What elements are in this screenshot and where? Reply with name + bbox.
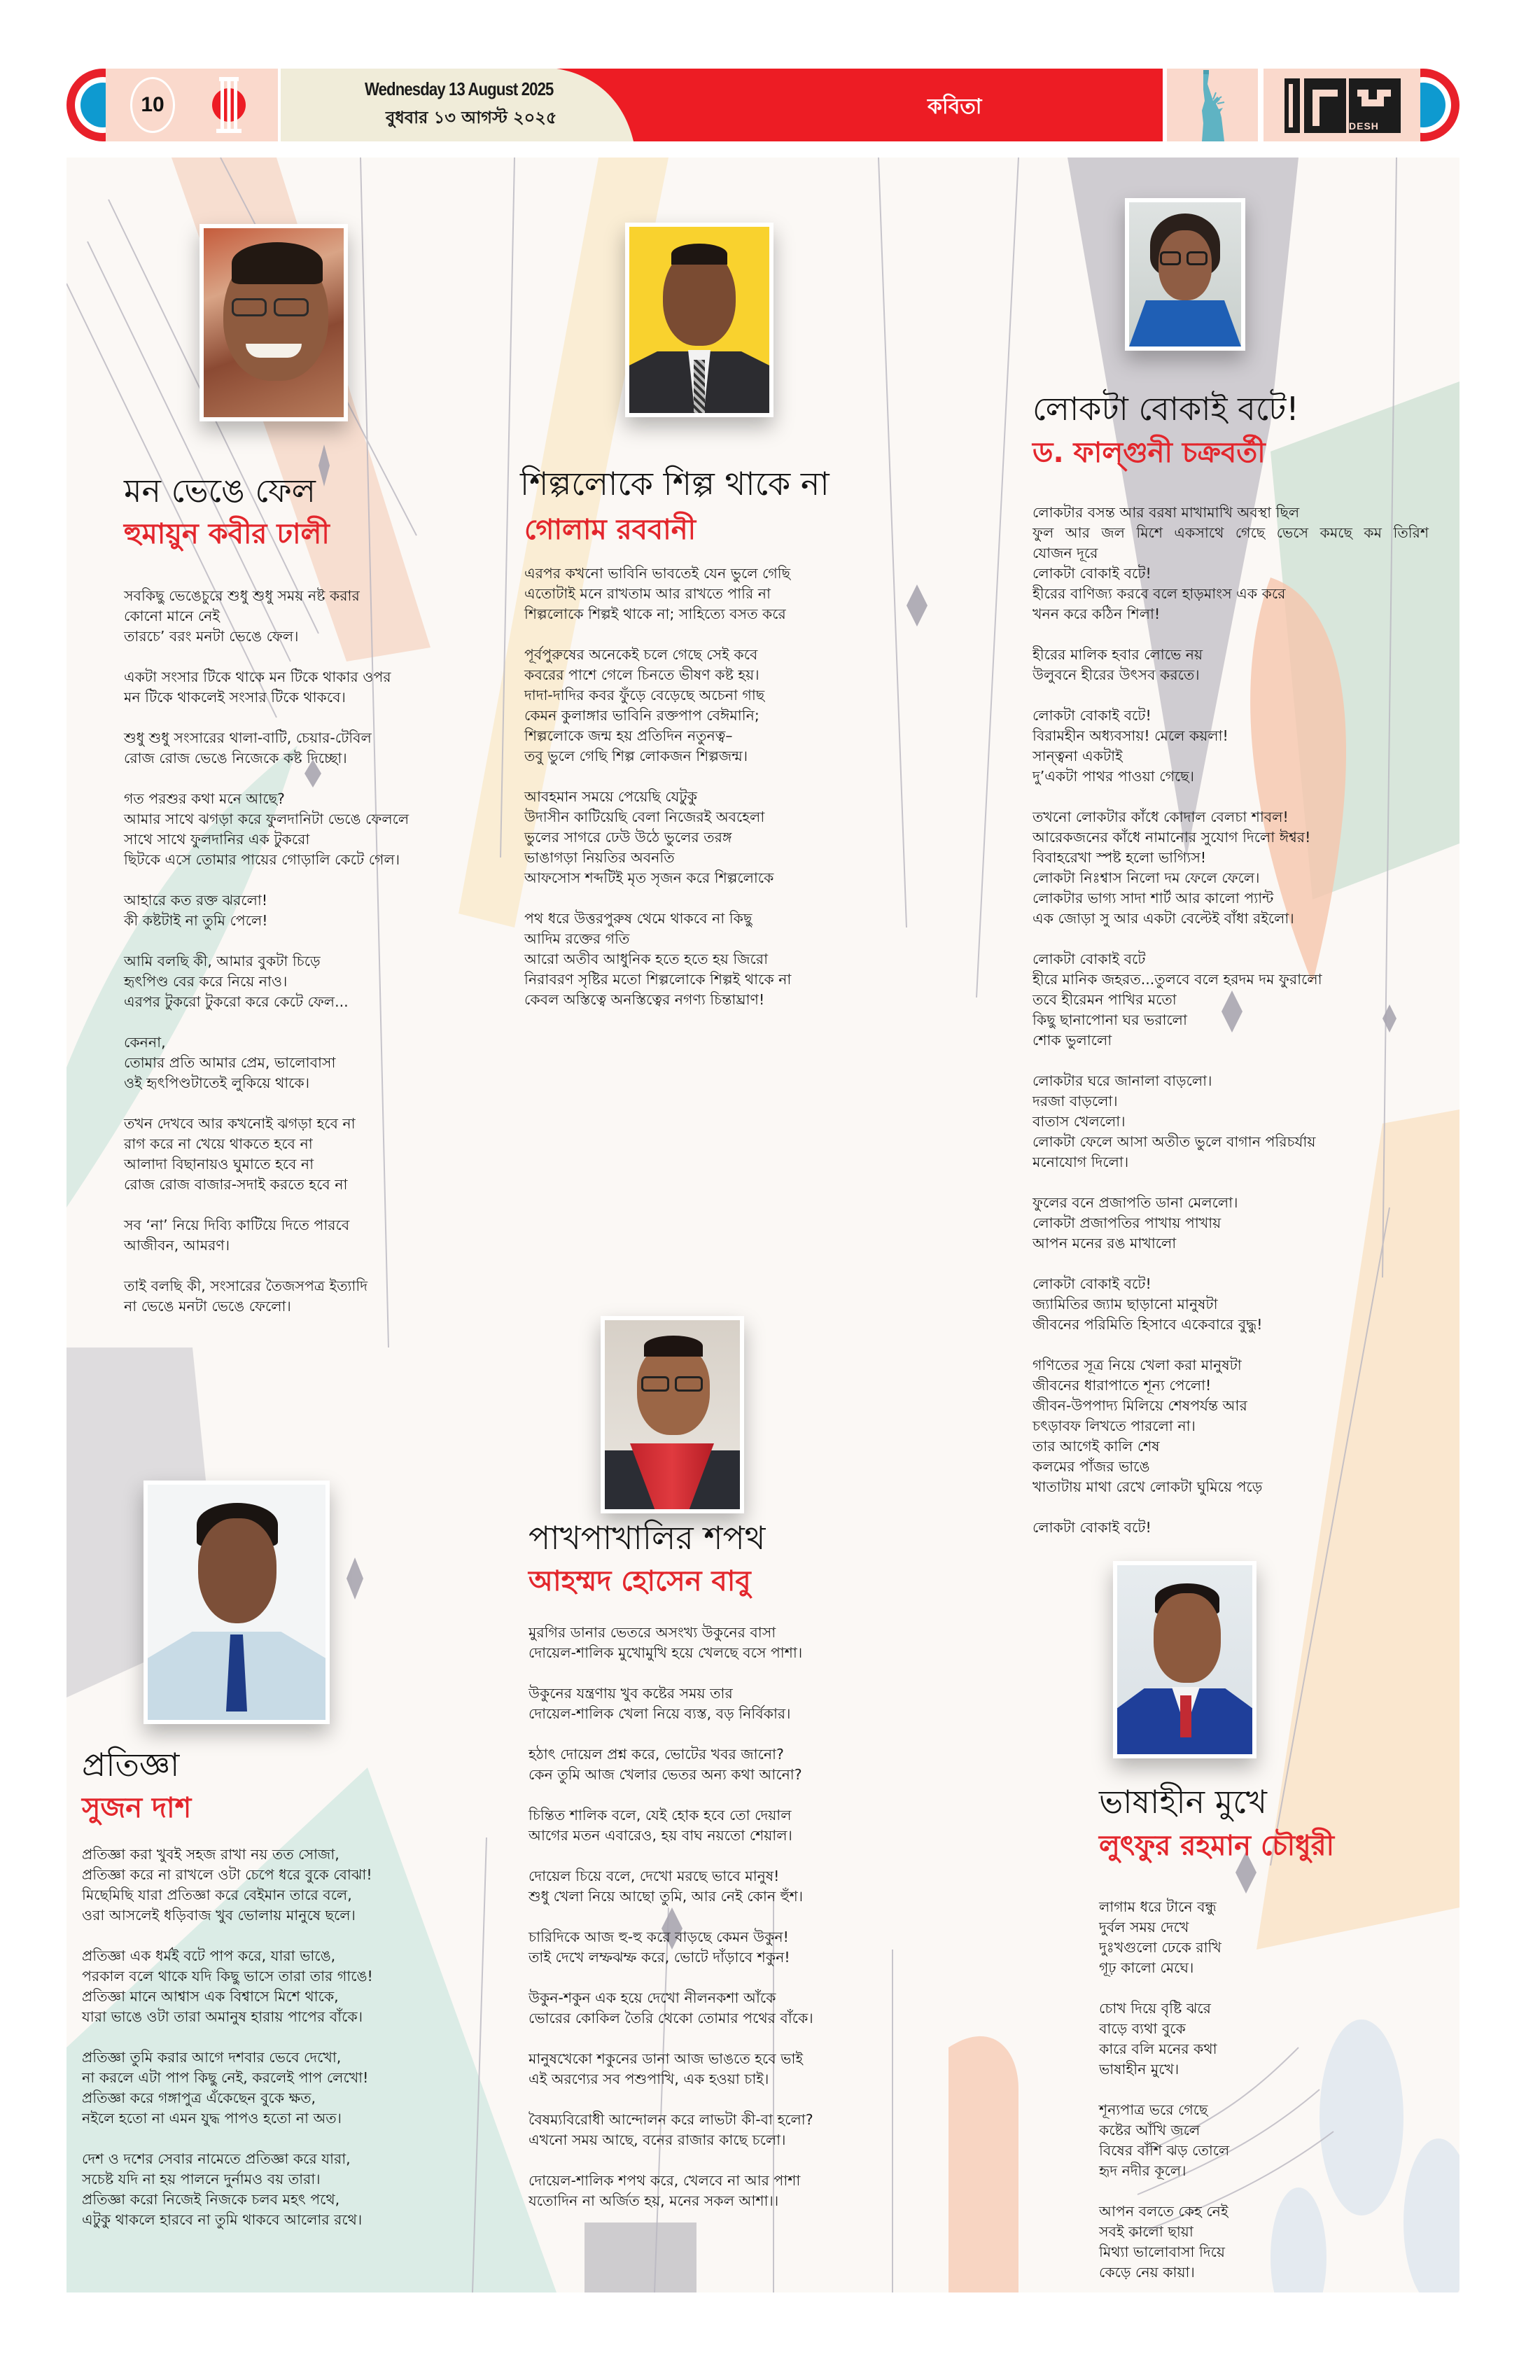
statue-box: [1167, 69, 1258, 141]
poem-body: [82, 1844, 373, 2250]
poem-line: তারচে’ বরং মনটা ভেঙে ফেল।: [124, 628, 299, 645]
poem-title: ভাষাহীন মুখে: [1099, 1783, 1267, 1821]
poem-line: দরজা বাড়লো।: [1032, 1093, 1118, 1110]
poem-line: কিছু ছানাপোনা ঘর ভরালো: [1032, 1011, 1187, 1028]
poem-line: মিথ্যা ভালোবাসা দিয়ে: [1099, 2244, 1225, 2260]
stanza: [1099, 2100, 1229, 2181]
poem-line: তবু ভুলে গেছি শিল্প লোকজন শিল্পজন্ম।: [524, 748, 748, 764]
stanza: [124, 1032, 409, 1093]
stanza: [528, 1623, 813, 1663]
poem-line: দোয়েল-শালিক শপথ করে, খেলবে না আর পাশা: [528, 2172, 801, 2189]
poem-author: আহম্মদ হোসেন বাবু: [528, 1565, 751, 1597]
stanza: [82, 2047, 373, 2129]
poem-line: তাই বলছি কী, সংসারের তৈজসপত্র ইত্যাদি: [124, 1278, 368, 1294]
poem-line: কেননা,: [124, 1034, 166, 1051]
poem-line: ভুলের সাগরে ঢেউ উঠে ভুলের তরঙ্গ: [524, 829, 732, 846]
poem-line: সবকিছু ভেঙেচুরে শুধু শুধু সময় নষ্ট করার: [124, 587, 360, 604]
poem-line: বাতাস খেললো।: [1032, 1113, 1126, 1130]
poem-line: রাগ করে না খেয়ে থাকতে হবে না: [124, 1135, 313, 1152]
poem-line: জীবন-উপপাদ্য মিলিয়ে শেষপর্যন্ত আর: [1032, 1397, 1247, 1414]
poem-author: হুমায়ুন কবীর ঢালী: [124, 518, 330, 550]
stanza: [124, 951, 409, 1012]
stanza: [82, 1946, 373, 2027]
poem-line: মানুষখেকো শকুনের ডানা আজ ভাঙতে হবে ভাই: [528, 2050, 804, 2067]
poem-line: মনোযোগ দিলো।: [1032, 1154, 1129, 1170]
poem-body: [1032, 503, 1429, 1558]
poem-author: লুৎফুর রহমান চৌধুরী: [1099, 1830, 1335, 1862]
stanza: [124, 667, 409, 708]
poem-line: প্রতিজ্ঞা করা খুবই সহজ রাখা নয় তত সোজা,: [82, 1846, 340, 1863]
poem-line: বিরামহীন অধ্যবসায়! মেলে কয়লা!: [1032, 727, 1228, 744]
poem-line: শূন্যপাত্র ভরে গেছে: [1099, 2101, 1208, 2118]
date-english: Wednesday 13 August 2025: [365, 78, 554, 99]
section-label: কবিতা: [927, 94, 982, 119]
stanza: [1032, 503, 1429, 624]
poem-line: লোকটা বোকাই বটে: [1032, 951, 1146, 967]
poem-line: প্রতিজ্ঞা এক ধর্মই বটে পাপ করে, যারা ভাঙে,: [82, 1947, 336, 1964]
poem-author: ড. ফাল্গুনী চক্রবর্তী: [1032, 437, 1266, 469]
poem-line: হঠাৎ দোয়েল প্রশ্ন করে, ভোটের খবর জানো?: [528, 1746, 784, 1763]
poem-line: রোজ রোজ বাজার-সদাই করতে হবে না: [124, 1176, 348, 1193]
stanza: [1099, 2202, 1229, 2283]
stanza: [1032, 645, 1429, 685]
stanza: [82, 2149, 373, 2230]
poem-line: দু’একটা পাথর পাওয়া গেছে।: [1032, 768, 1195, 785]
poem-line: কবরের পাশে গেলে চিনতে ভীষণ কষ্ট হয়।: [524, 666, 760, 683]
poet-photo-6: [1113, 1561, 1256, 1758]
poem-author: সুজন দাশ: [82, 1792, 192, 1824]
statue-of-liberty-icon: [1167, 69, 1258, 141]
logo-text: DESH: [1349, 120, 1379, 132]
poem-body: [524, 564, 791, 1030]
poem-line: এটুকু থাকলে হারবে না তুমি থাকবে আলোর রথে।: [82, 2211, 363, 2228]
stanza: [82, 1844, 373, 1926]
stanza: [1099, 1897, 1229, 1978]
poem-line: দোয়েল-শালিক মুখোমুখি হয়ে খেলছে বসে পাশা।: [528, 1644, 803, 1661]
poem-line: ছিটকে এসে তোমার পায়ের গোড়ালি কেটে গেল।: [124, 851, 400, 868]
poem-line: এরপর টুকরো টুকরো করে কেটে ফেল...: [124, 993, 349, 1010]
poem-line: নিরাবরণ সৃষ্টির মতো শিল্পলোকে শিল্পই থাকে না: [524, 971, 792, 988]
stanza: [124, 1276, 409, 1317]
poem-line: লোকটা বোকাই বটে!: [1032, 1519, 1152, 1536]
poem-line: না করলে এটা পাপ কিছু নেই, করলেই পাপ লেখো!: [82, 2069, 369, 2086]
poem-line: তোমার প্রতি আমার প্রেম, ভালোবাসা: [124, 1054, 336, 1071]
poem-line: কেমন কুলাঙ্গার ভাবিনি রক্তপাপ বেঈমানি;: [524, 707, 760, 724]
poem-line: সব ‘না’ নিয়ে দিব্যি কাটিয়ে দিতে পারবে: [124, 1217, 350, 1233]
header-red-curve: [556, 69, 676, 141]
stanza: [124, 1114, 409, 1195]
stanza: [528, 2049, 813, 2090]
poem-line: ফুল আর জল মিশে একসাথে গেছে ভেসে কমছে কম তিরিশ: [1032, 524, 1429, 541]
stanza: [1032, 949, 1429, 1051]
poem-line: মিছেমিছি যারা প্রতিজ্ঞা করে বেইমান তারে বলে,: [82, 1886, 352, 1903]
poem-line: খাতাটায় মাথা রেখে লোকটা ঘুমিয়ে পড়ে: [1032, 1478, 1263, 1495]
poem-line: লাগাম ধরে টানে বন্ধু: [1099, 1898, 1217, 1915]
stanza: [1032, 1193, 1429, 1254]
poem-line: শুধু খেলা নিয়ে আছো তুমি, আর নেই কোন হুঁশ।: [528, 1888, 804, 1905]
poem-line: শিল্পলোকে শিল্পই থাকে না; সাহিত্যে বসত করে: [524, 606, 786, 622]
stanza: [1032, 807, 1429, 929]
stanza: [528, 1744, 813, 1785]
section-band: [673, 69, 1163, 141]
poem-line: সান্ত্বনা একটাই: [1032, 748, 1123, 764]
stanza: [524, 645, 791, 766]
poem-line: আফসোস শব্দটিই মৃত সৃজন করে শিল্পলোকে: [524, 869, 774, 886]
poem-line: শুধু শুধু সংসারের থালা-বাটি, চেয়ার-টেবিল: [124, 729, 372, 746]
poem-line: গত পরশুর কথা মনে আছে?: [124, 790, 285, 807]
poem-line: আবহমান সময়ে পেয়েছি যেটুকু: [524, 788, 697, 805]
stanza: [1032, 1355, 1429, 1497]
stanza: [1099, 1998, 1229, 2080]
stanza: [528, 2110, 813, 2150]
poem-line: দেশ ও দশের সেবার নামেতে প্রতিজ্ঞা করে যারা,: [82, 2150, 351, 2167]
poem-line: সবই কালো ছায়া: [1099, 2223, 1194, 2240]
page-number: 10: [130, 77, 175, 133]
poem-line: শোক ভুলালো: [1032, 1032, 1112, 1049]
poem-line: লোকটা নিঃশ্বাস নিলো দম ফেলে ফেলে।: [1032, 869, 1260, 886]
stanza: [524, 909, 791, 1010]
poem-line: তবে হীরেমন পাখির মতো: [1032, 991, 1177, 1008]
poet-photo-4: [144, 1480, 330, 1724]
poem-line: তাই দেখে লম্ফঝম্ফ করে, ভোটে দাঁড়াবে শকুন!: [528, 1949, 790, 1966]
poem-line: যারা ভাঙে ওটা তারা অমানুষ হারায় পাপের বাঁকে।: [82, 2008, 363, 2025]
poem-line: দোয়েল-শালিক খেলা নিয়ে ব্যস্ত, বড় নির্বিকার।: [528, 1705, 791, 1722]
poem-line: কোনো মানে নেই: [124, 608, 220, 624]
stanza: [124, 789, 409, 870]
poem-line: লোকটা প্রজাপতির পাখায় পাখায়: [1032, 1214, 1222, 1231]
poem-line: আলাদা বিছানায়ও ঘুমাতে হবে না: [124, 1156, 314, 1172]
poem-line: হীরের বাণিজ্য করবে বলে হাড়মাংস এক করে: [1032, 585, 1286, 602]
poem-line: কষ্টের আঁখি জলে: [1099, 2122, 1200, 2138]
poem-line: আহারে কত রক্ত ঝরলো!: [124, 892, 268, 909]
stanza: [528, 1988, 813, 2029]
stanza: [1032, 1274, 1429, 1335]
stanza: [528, 1684, 813, 1724]
poem-line: লোকটা ফেলে আসা অতীত ভুলে বাগান পরিচর্যায়: [1032, 1133, 1316, 1150]
stanza: [528, 1927, 813, 1968]
poem-line: ভাষাহীন মুখে।: [1099, 2061, 1180, 2078]
poem-title: প্রতিজ্ঞা: [82, 1746, 180, 1784]
poem-line: লোকটা বোকাই বটে!: [1032, 707, 1152, 724]
poem-line: হীরের মালিক হবার লোভে নয়: [1032, 646, 1203, 663]
poem-line: জীবনের পরিমিতি হিসাবে একেবারে বুদ্ধু!: [1032, 1316, 1263, 1333]
page-header: [66, 69, 1460, 141]
poem-line: এরপর কখনো ভাবিনি ভাবতেই যেন ভুলে গেছি: [524, 565, 791, 582]
poem-line: যতোদিন না অর্জিত হয়, মনের সকল আশা।।: [528, 2192, 779, 2209]
pillar-logo-icon: [209, 74, 248, 136]
poem-line: সচেষ্ট যদি না হয় পালনে দুর্নামও বয় তারা।: [82, 2171, 321, 2188]
poem-line: ভাঙাগড়া নিয়তির অবনতি: [524, 849, 675, 866]
poem-line: পরকাল বলে থাকে যদি কিছু ভাসে তারা তার গাঙে!: [82, 1968, 373, 1984]
poem-line: বিবাহরেখা স্পষ্ট হলো ভাগ্যিস!: [1032, 849, 1207, 866]
desh-logo-mark: [1284, 76, 1401, 136]
poem-line: কী কষ্টটাই না তুমি পেলে!: [124, 912, 268, 929]
poem-line: আমি বলছি কী, আমার বুকটা চিড়ে: [124, 953, 321, 969]
poem-line: প্রতিজ্ঞা করে না রাখলে ওটা চেপে ধরে বুকে বোঝা!: [82, 1866, 372, 1883]
poem-line: এতোটাই মনে রাখতাম আর রাখতে পারি না: [524, 585, 771, 602]
poem-body: [528, 1623, 813, 2232]
poem-body: [124, 586, 409, 1337]
poem-line: আপন মনের রঙ মাখালো: [1032, 1235, 1177, 1252]
poem-line: কারে বলি মনের কথা: [1099, 2040, 1217, 2057]
header-right-cap: [1420, 69, 1460, 141]
desh-logo: [1264, 69, 1422, 141]
page-number-box: [106, 69, 278, 141]
poem-line: বৈষম্যবিরোধী আন্দোলন করে লাভটা কী-বা হলো?: [528, 2111, 813, 2128]
poem-line: আগের মতন এবারেও, হয় বাঘ নয়তো শেয়াল।: [528, 1827, 792, 1844]
poem-line: হৃদ নদীর কূলে।: [1099, 2162, 1186, 2179]
poem-title: মন ভেঙে ফেল: [124, 472, 316, 510]
poet-photo-3: [1125, 198, 1245, 351]
stanza: [528, 1805, 813, 1846]
poem-line: খনন করে কঠিন শিলা!: [1032, 606, 1161, 622]
poem-line: তখনো লোকটার কাঁধে কোদাল বেলচা শাবল!: [1032, 808, 1289, 825]
date-bengali: বুধবার ১৩ আগস্ট ২০২৫: [386, 108, 557, 127]
poems-panel: [66, 158, 1460, 2292]
poem-line: চোখ দিয়ে বৃষ্টি ঝরে: [1099, 2000, 1211, 2017]
poem-line: পূর্বপুরুষের অনেকেই চলে গেছে সেই কবে: [524, 646, 758, 663]
poem-author: গোলাম রববানী: [524, 514, 696, 546]
poem-line: উদাসীন কাটিয়েছি বেলা নিজেরই অবহেলা: [524, 808, 765, 825]
poem-line: একটা সংসার টিকে থাকে মন টিকে থাকার ওপর: [124, 668, 391, 685]
stanza: [1032, 706, 1429, 787]
poem-line: ওই হৃৎপিণ্ডটাতেই লুকিয়ে থাকে।: [124, 1074, 310, 1091]
poem-line: দুঃখগুলো ঢেকে রাখি: [1099, 1939, 1222, 1956]
poem-line: যোজন দূরে: [1032, 545, 1098, 561]
poem-line: হীরে মানিক জহরত...তুলবে বলে হরদম দম ফুরালো: [1032, 971, 1322, 988]
poem-line: প্রতিজ্ঞা মানে আশ্বাস এক বিশ্বাসে মিশে থাকে,: [82, 1988, 339, 2005]
poem-line: লোকটার বসন্ত আর বরষা মাখামাখি অবস্থা ছিল: [1032, 504, 1300, 521]
poem-line: হৃৎপিণ্ড বের করে নিয়ে নাও।: [124, 973, 288, 990]
poem-line: ভোরের কোকিল তৈরি থেকো তোমার পথের বাঁকে।: [528, 2010, 813, 2026]
poem-line: তখন দেখবে আর কখনোই ঝগড়া হবে না: [124, 1115, 356, 1132]
poem-line: ফুলের বনে প্রজাপতি ডানা মেললো।: [1032, 1194, 1238, 1211]
poem-line: জ্যামিতির জ্যাম ছাড়ানো মানুষটা: [1032, 1296, 1218, 1312]
poem-line: প্রতিজ্ঞা তুমি করার আগে দশবার ভেবে দেখো,: [82, 2049, 342, 2066]
poem-line: উকুনের যন্ত্রণায় খুব কষ্টের সময় তার: [528, 1685, 733, 1702]
poem-line: এখনো সময় আছে, বনের রাজার কাছে চলো।: [528, 2132, 786, 2148]
poem-line: সাথে সাথে ফুলদানির এক টুকরো: [124, 831, 310, 848]
poem-line: কেন তুমি আজ খেলার ভেতর অন্য কথা আনো?: [528, 1766, 802, 1783]
poem-line: কলমের পাঁজর ভাঙে: [1032, 1458, 1150, 1475]
poem-line: আরো অতীব আধুনিক হতে হতে হয় জিরো: [524, 951, 769, 967]
stanza: [528, 1866, 813, 1907]
poem-line: পথ ধরে উত্তরপুরুষ থেমে থাকবে না কিছু: [524, 910, 752, 927]
poem-line: রোজ রোজ ভেঙে নিজেকে কষ্ট দিচ্ছো।: [124, 750, 347, 766]
poem-line: মুরগির ডানার ভেতরে অসংখ্য উকুনের বাসা: [528, 1624, 776, 1641]
poem-line: উকুন-শকুন এক হয়ে দেখো নীলনকশা আঁকে: [528, 1989, 776, 2006]
poem-line: আমার সাথে ঝগড়া করে ফুলদানিটা ভেঙে ফেললে: [124, 811, 410, 827]
poem-line: বাড়ে ব্যথা বুকে: [1099, 2020, 1186, 2037]
poem-line: লোকটার ভাগ্য সাদা শার্ট আর কালো প্যান্ট: [1032, 890, 1274, 906]
poem-line: লোকটা বোকাই বটে!: [1032, 1275, 1152, 1292]
stanza: [524, 787, 791, 888]
poet-photo-5: [601, 1316, 744, 1513]
poem-line: নইলে হতো না এমন যুদ্ধ পাপও হতো না অত।: [82, 2110, 342, 2127]
header-left-cap: [66, 69, 106, 141]
stanza: [1032, 1518, 1429, 1538]
poem-line: শিল্পলোকে জন্ম হয় প্রতিদিন নতুনত্ব–: [524, 727, 733, 744]
poem-line: দোয়েল চিয়ে বলে, দেখো মরছে ভাবে মানুষ!: [528, 1868, 780, 1884]
poem-line: মন টিকে থাকলেই সংসার টিকে থাকবে।: [124, 689, 346, 706]
poem-line: আজীবন, আমরণ।: [124, 1237, 230, 1254]
poem-line: আরেকজনের কাঁধে নামানোর সুযোগ দিলো ঈশ্বর!: [1032, 829, 1311, 846]
poem-title: লোকটা বোকাই বটে!: [1032, 390, 1299, 428]
poem-line: লোকটা বোকাই বটে!: [1032, 565, 1152, 582]
poem-line: গূঢ় কালো মেঘে।: [1099, 1959, 1194, 1976]
poem-line: কেবল অস্তিত্বে অনস্তিত্বের নগণ্য চিন্তাঘ্রাণ!: [524, 991, 765, 1008]
poet-photo-2: [625, 223, 774, 417]
poem-line: না ভেঙে মনটা ভেঙে ফেলো।: [124, 1298, 291, 1315]
poem-line: উলুবনে হীরের উৎসব করতে।: [1032, 666, 1200, 683]
poem-title: শিল্পলোকে শিল্প থাকে না: [520, 465, 830, 503]
poem-line: চারিদিকে আজ হু-হু করে বাড়ছে কেমন উকুন!: [528, 1928, 789, 1945]
poem-line: চিন্তিত শালিক বলে, যেই হোক হবে তো দেয়াল: [528, 1807, 792, 1823]
poem-line: দাদা-দাদির কবর ফুঁড়ে বেড়েছে অচেনা গাছ: [524, 687, 765, 704]
stanza: [524, 564, 791, 624]
poem-line: লোকটার ঘরে জানালা বাড়লো।: [1032, 1072, 1212, 1089]
poem-line: কেড়ে নেয় কায়া।: [1099, 2264, 1195, 2281]
poem-line: এই অরণ্যের সব পশুপাখি, এক হওয়া চাই।: [528, 2071, 769, 2087]
stanza: [124, 586, 409, 647]
poem-line: তার আগেই কালি শেষ: [1032, 1438, 1160, 1455]
stanza: [124, 1215, 409, 1256]
poem-line: ওরা আসলেই ধড়িবাজ খুব ভোলায় মানুষে ছলে।: [82, 1907, 356, 1924]
poem-line: প্রতিজ্ঞা করে গঙ্গাপুত্র এঁকেছেন বুকে ক্ষত,: [82, 2090, 316, 2106]
stanza: [124, 728, 409, 769]
poem-line: আপন বলতে কেহ নেই: [1099, 2203, 1228, 2220]
poem-line: প্রতিজ্ঞা করো নিজেই নিজকে চলব মহৎ পথে,: [82, 2191, 340, 2208]
poem-body: [1099, 1897, 1229, 2292]
stanza: [528, 2171, 813, 2211]
poet-photo-1: [200, 224, 348, 421]
poem-line: জীবনের ধারাপাতে শূন্য পেলো!: [1032, 1377, 1212, 1394]
poem-line: বিষের বাঁশি ঝড় তোলে: [1099, 2142, 1230, 2159]
poem-line: গণিতের সূত্র নিয়ে খেলা করা মানুষটা: [1032, 1357, 1242, 1373]
poem-line: দুর্বল সময় দেখে: [1099, 1919, 1189, 1935]
stanza: [124, 890, 409, 931]
stanza: [1032, 1071, 1429, 1172]
poem-line: আদিম রক্তের গতি: [524, 930, 630, 947]
poem-line: চৎড়াবফ লিখতে পারলো না।: [1032, 1418, 1196, 1434]
poem-line: এক জোড়া সু আর একটা বেল্টেই বাঁধা রইলো।: [1032, 910, 1294, 927]
poem-title: পাখপাখালির শপথ: [528, 1519, 766, 1557]
